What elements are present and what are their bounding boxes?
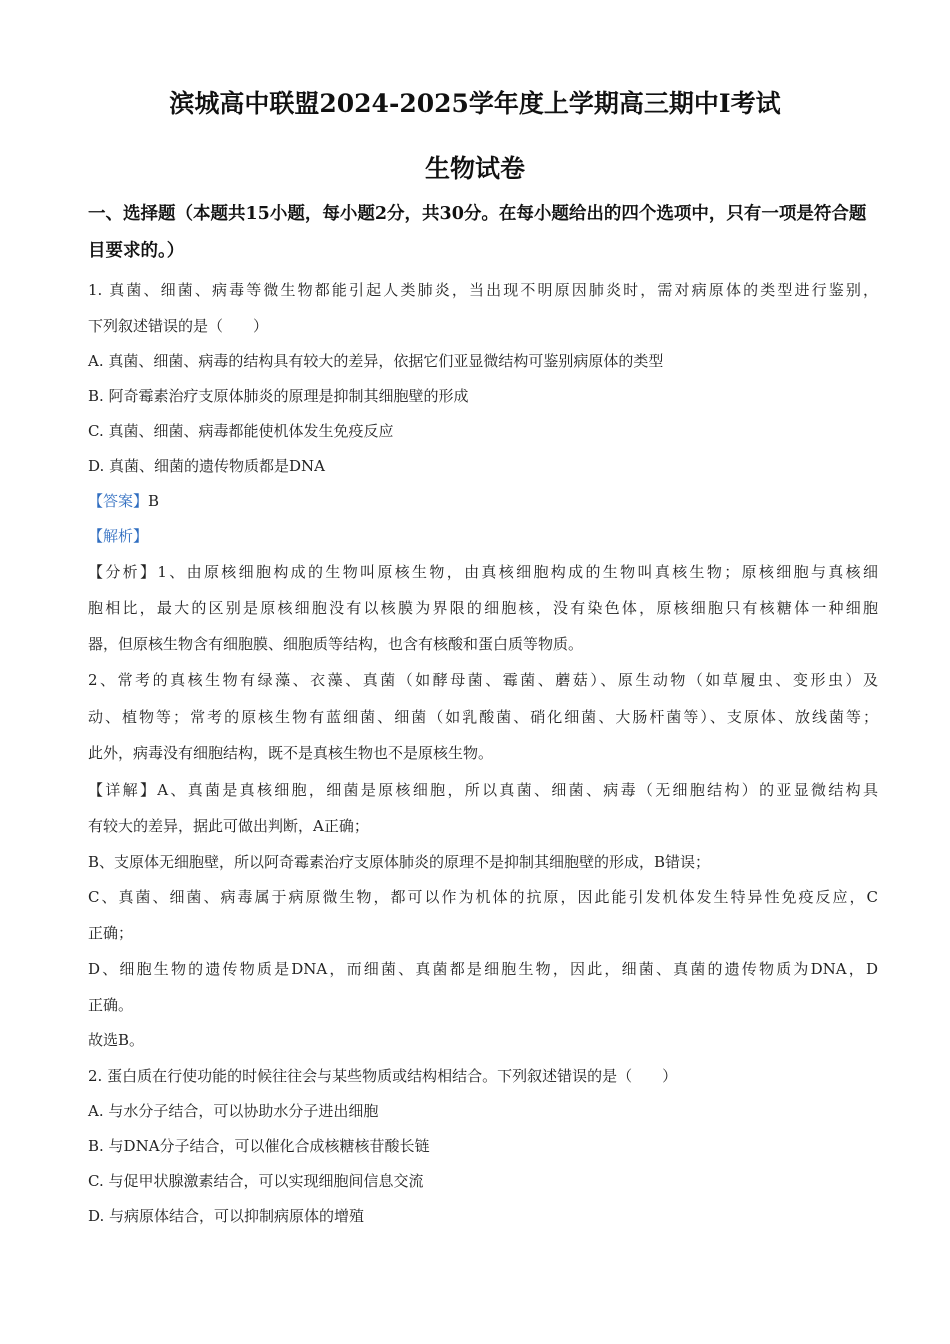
fenxi-text1: 1、由原核细胞构成的生物叫原核生物，由真核细胞构成的生物叫真核生物；原核细胞与真核细 — [157, 563, 878, 581]
q2-stem: 2. 蛋白质在行使功能的时候往往会与某些物质或结构相结合。下列叙述错误的是（ ） — [88, 1067, 678, 1085]
fenxi-line2: 胞相比，最大的区别是原核细胞没有以核膜为界限的细胞核，没有染色体，原核细胞只有核糖体一种细胞 — [88, 599, 878, 617]
xiangjie-text1: A、真菌是真核细胞，细菌是原核细胞，所以真菌、细菌、病毒（无细胞结构）的亚显微结构具 — [157, 781, 878, 799]
q2-option-c: C. 与促甲状腺激素结合，可以实现细胞间信息交流 — [88, 1172, 424, 1190]
fenxi-tag: 【分析】 — [88, 563, 158, 581]
q1-answer-line — [88, 491, 878, 511]
xiangjie-tag: 【详解】 — [88, 781, 158, 799]
xiangjie-line4: C、真菌、细菌、病毒属于病原微生物，都可以作为机体的抗原，因此能引发机体发生特异性免疫反应，C — [88, 888, 878, 906]
q2-option-a: A. 与水分子结合，可以协助水分子进出细胞 — [88, 1102, 379, 1120]
xiangjie-line8: 故选B。 — [88, 1031, 145, 1049]
exam-subtitle: 生物试卷 — [424, 154, 525, 183]
answer-value: B — [148, 492, 160, 510]
q1-option-c: C. 真菌、细菌、病毒都能使机体发生免疫反应 — [88, 422, 394, 440]
fenxi-line4: 2、常考的真核生物有绿藻、衣藻、真菌（如酵母菌、霉菌、蘑菇）、原生动物（如草履虫、变形虫）及 — [88, 671, 878, 689]
fenxi-line5: 动、植物等；常考的原核生物有蓝细菌、细菌（如乳酸菌、硝化细菌、大肠杆菌等）、支原体、放线菌等； — [88, 708, 878, 726]
q1-option-b: B. 阿奇霉素治疗支原体肺炎的原理是抑制其细胞壁的形成 — [88, 387, 469, 405]
section-heading: 一、选择题（本题共15小题，每小题2分，共30分。在每小题给出的四个选项中，只有一项是符合题目要求的。） — [88, 204, 867, 261]
fenxi-line1 — [88, 562, 878, 582]
xiangjie-line6: D、细胞生物的遗传物质是DNA，而细菌、真菌都是细胞生物，因此，细菌、真菌的遗传物质为DNA，D — [88, 960, 878, 978]
xiangjie-line7: 正确。 — [88, 996, 134, 1014]
answer-tag: 【答案】 — [88, 492, 149, 510]
xiangjie-line1 — [88, 780, 878, 800]
q1-stem-line1: 1. 真菌、细菌、病毒等微生物都能引起人类肺炎，当出现不明原因肺炎时，需对病原体的类型进行鉴别， — [88, 281, 878, 299]
fenxi-line3: 器，但原核生物含有细胞膜、细胞质等结构，也含有核酸和蛋白质等物质。 — [88, 635, 584, 653]
q1-option-d: D. 真菌、细菌的遗传物质都是DNA — [88, 457, 326, 475]
exam-title: 滨城高中联盟2024-2025学年度上学期高三期中I考试 — [169, 89, 781, 118]
xiangjie-line3: B、支原体无细胞壁，所以阿奇霉素治疗支原体肺炎的原理不是抑制其细胞壁的形成，B错误； — [88, 853, 711, 871]
q2-option-b: B. 与DNA分子结合，可以催化合成核糖核苷酸长链 — [88, 1137, 430, 1155]
xiangjie-line5: 正确； — [88, 924, 134, 942]
fenxi-line6: 此外，病毒没有细胞结构，既不是真核生物也不是原核生物。 — [88, 744, 494, 762]
xiangjie-line2: 有较大的差异，据此可做出判断，A正确； — [88, 817, 369, 835]
q1-option-a: A. 真菌、细菌、病毒的结构具有较大的差异，依据它们亚显微结构可鉴别病原体的类型 — [88, 352, 664, 370]
q1-stem-line2: 下列叙述错误的是（ ） — [88, 317, 269, 335]
analysis-tag: 【解析】 — [88, 527, 149, 545]
q2-option-d: D. 与病原体结合，可以抑制病原体的增殖 — [88, 1207, 365, 1225]
